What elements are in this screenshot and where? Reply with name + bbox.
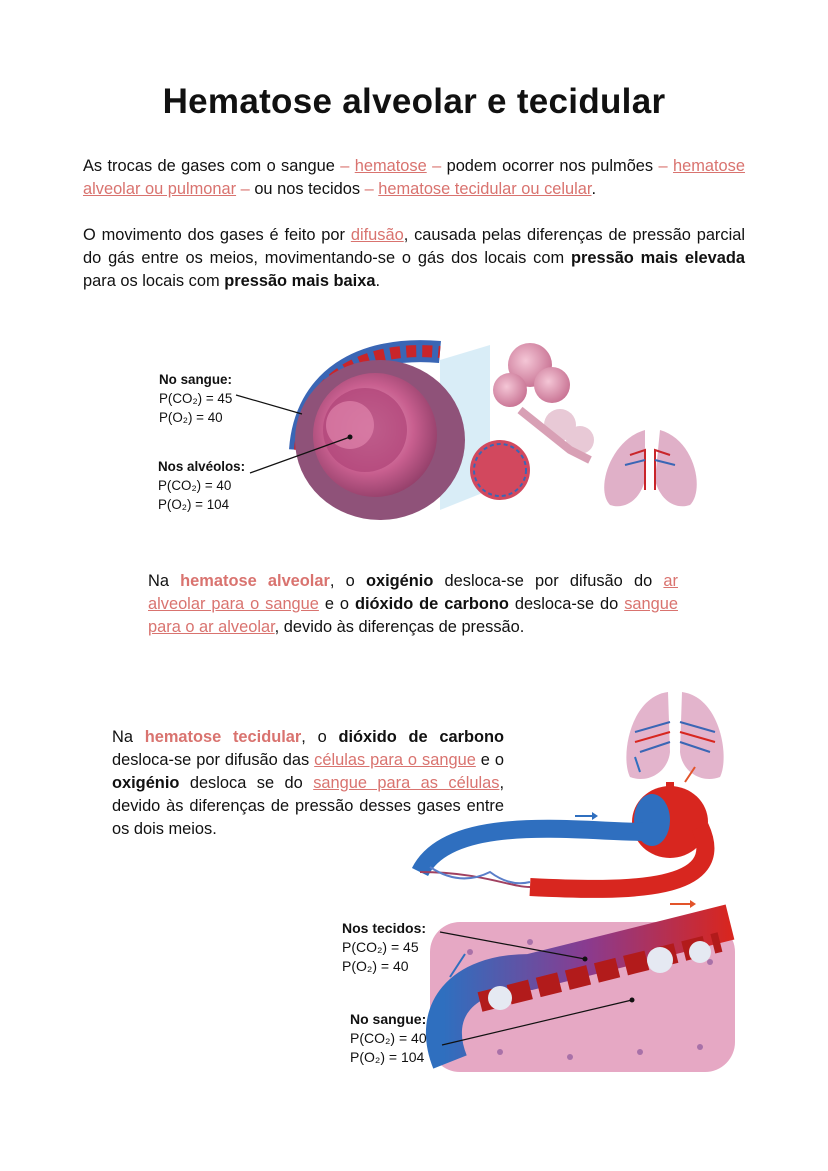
term-hematose-alveolar: hematose alveolar ou pulmonar (83, 157, 745, 198)
term-difusao: difusão (350, 226, 404, 244)
tissue-paragraph: Na hematose tecidular, o dióxido de carbono desloca-se por difusão das células para o sangue e o oxigénio desloca se do sangue para as células, devido às diferenças de pressão desses gases entre os dois meios. (112, 728, 505, 838)
alveolar-paragraph: Na hematose alveolar, o oxigénio desloca-se por difusão do ar alveolar para o sangue e o dióxido de carbono desloca-se do sangue para o ar alveolar, devido às diferenças de pressão. (148, 572, 678, 636)
alveolar-blood-label: No sangue: P(CO₂) = 45 P(O₂) = 40 (159, 372, 233, 425)
lungs-icon (604, 430, 697, 506)
page-title: Hematose alveolar e tecidular (162, 82, 666, 121)
tissue-label: Nos tecidos: P(CO₂) = 45 P(O₂) = 40 (342, 920, 427, 974)
intro-paragraph: As trocas de gases com o sangue – hematose – podem ocorrer nos pulmões – hematose alveolar ou pulmonar – ou nos tecidos – hematose tecidular ou celular. (83, 157, 745, 198)
lungs-icon (626, 692, 723, 779)
tissue-blood-label: No sangue: P(CO₂) = 40 P(O₂) = 104 (350, 1011, 427, 1065)
diffusion-paragraph: O movimento dos gases é feito por difusão, causada pelas diferenças de pressão parcial do gás entre os meios, movimentando-se o gás dos locais com pressão mais elevada para os locais com pressão mais baixa. (83, 226, 745, 290)
term-hematose: hematose (354, 157, 427, 175)
term-hematose-tecidular: hematose tecidular ou celular (378, 180, 592, 198)
alveoli-label: Nos alvéolos: P(CO₂) = 40 P(O₂) = 104 (158, 459, 246, 512)
